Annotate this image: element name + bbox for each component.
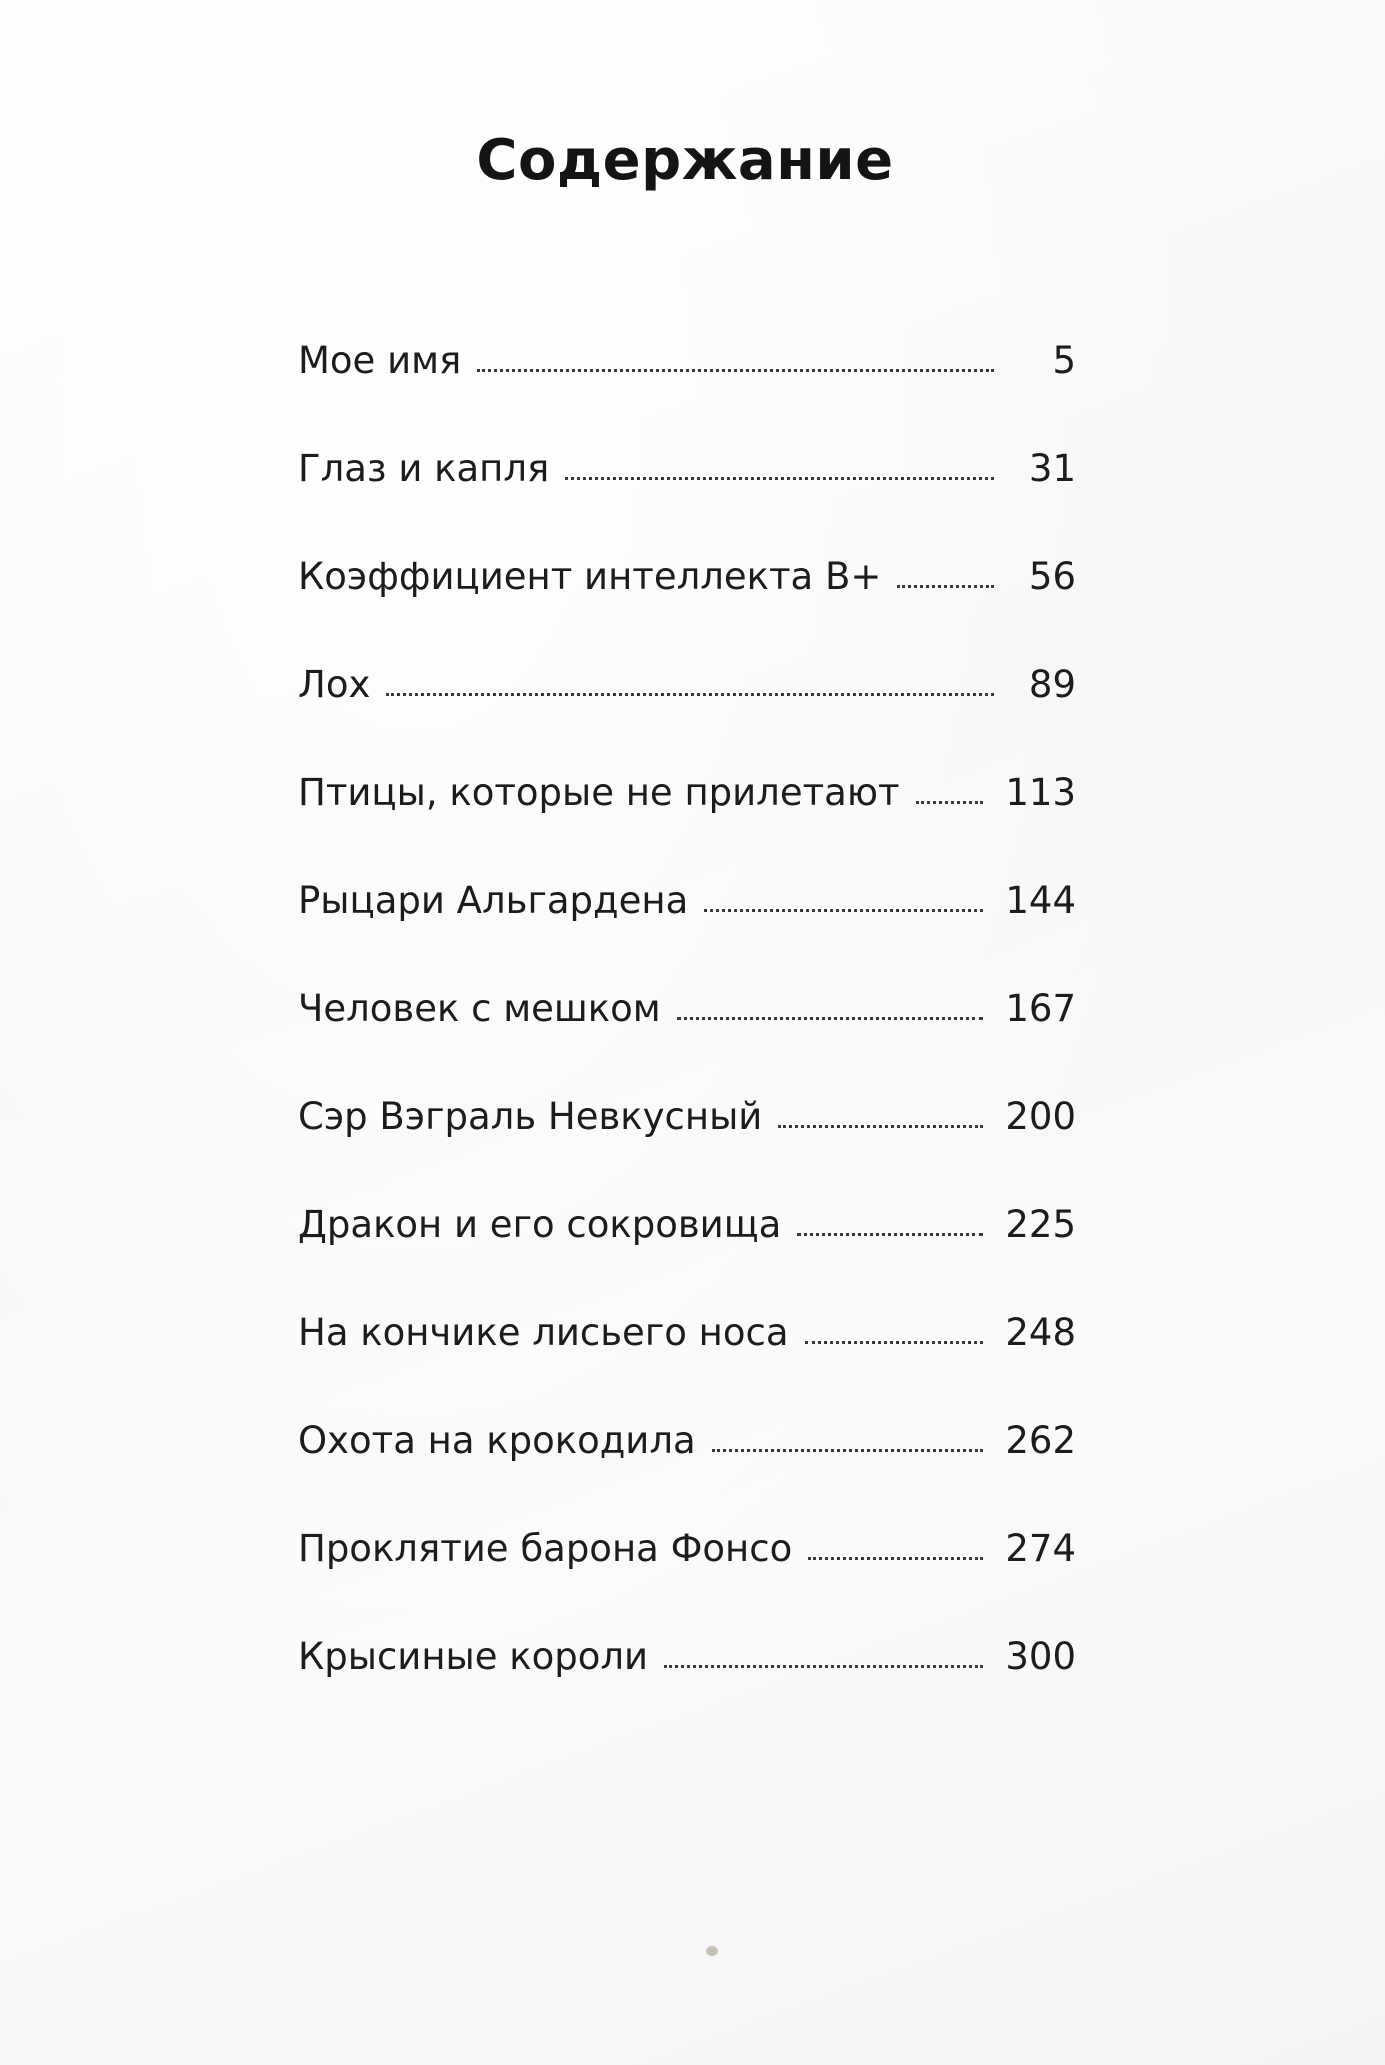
toc-entry-title: Рыцари Альгардена <box>298 878 689 922</box>
dot-leader <box>565 477 994 480</box>
toc-entry-title: Глаз и капля <box>298 446 550 490</box>
toc-entry-page: 274 <box>1005 1526 1076 1570</box>
toc-entry-title: Проклятие барона Фонсо <box>298 1526 793 1570</box>
dot-leader <box>704 909 983 912</box>
toc-entry-title: Охота на крокодила <box>298 1418 696 1462</box>
dot-leader <box>477 369 994 372</box>
toc-entry-title: Человек с мешком <box>298 986 661 1030</box>
toc-entry-title: Крысиные короли <box>298 1634 649 1678</box>
toc-entry <box>298 306 1076 414</box>
toc-entry-page: 144 <box>1005 878 1076 922</box>
toc-entry-page: 31 <box>1028 446 1076 490</box>
toc-entry <box>298 738 1076 846</box>
toc-entry-title: Птицы, которые не прилетают <box>298 770 900 814</box>
dot-leader <box>805 1341 984 1344</box>
toc-entry-page: 5 <box>1052 338 1076 382</box>
toc-entry-title: На кончике лисьего носа <box>298 1310 789 1354</box>
toc-entry-title: Дракон и его сокровища <box>298 1202 782 1246</box>
page-title: Содержание <box>476 128 894 193</box>
toc-entry-title: Коэффициент интеллекта B+ <box>298 554 882 598</box>
dot-leader <box>897 585 994 588</box>
dot-leader <box>386 693 994 696</box>
toc-entry-page: 225 <box>1005 1202 1076 1246</box>
toc-entry-page: 113 <box>1005 770 1076 814</box>
toc-entry-page: 300 <box>1005 1634 1076 1678</box>
dot-leader <box>797 1233 983 1236</box>
table-of-contents <box>298 306 1076 1710</box>
toc-entry-title: Сэр Вэграль Невкусный <box>298 1094 763 1138</box>
toc-entry <box>298 522 1076 630</box>
paper-speck <box>706 1946 718 1956</box>
toc-entry <box>298 630 1076 738</box>
toc-entry <box>298 954 1076 1062</box>
toc-entry <box>298 1386 1076 1494</box>
dot-leader <box>778 1125 983 1128</box>
toc-entry-page: 167 <box>1005 986 1076 1030</box>
toc-entry-title: Мое имя <box>298 338 462 382</box>
toc-entry <box>298 1602 1076 1710</box>
toc-entry <box>298 1170 1076 1278</box>
toc-entry <box>298 414 1076 522</box>
dot-leader <box>712 1449 984 1452</box>
dot-leader <box>916 801 984 804</box>
toc-entry-title: Лох <box>298 662 371 706</box>
toc-entry <box>298 846 1076 954</box>
toc-entry <box>298 1062 1076 1170</box>
toc-entry-page: 89 <box>1028 662 1076 706</box>
toc-entry <box>298 1494 1076 1602</box>
dot-leader <box>677 1017 984 1020</box>
toc-entry-page: 56 <box>1028 554 1076 598</box>
toc-entry-page: 248 <box>1005 1310 1076 1354</box>
toc-entry-page: 262 <box>1005 1418 1076 1462</box>
dot-leader <box>664 1665 983 1668</box>
toc-entry-page: 200 <box>1005 1094 1076 1138</box>
toc-entry <box>298 1278 1076 1386</box>
dot-leader <box>808 1557 983 1560</box>
